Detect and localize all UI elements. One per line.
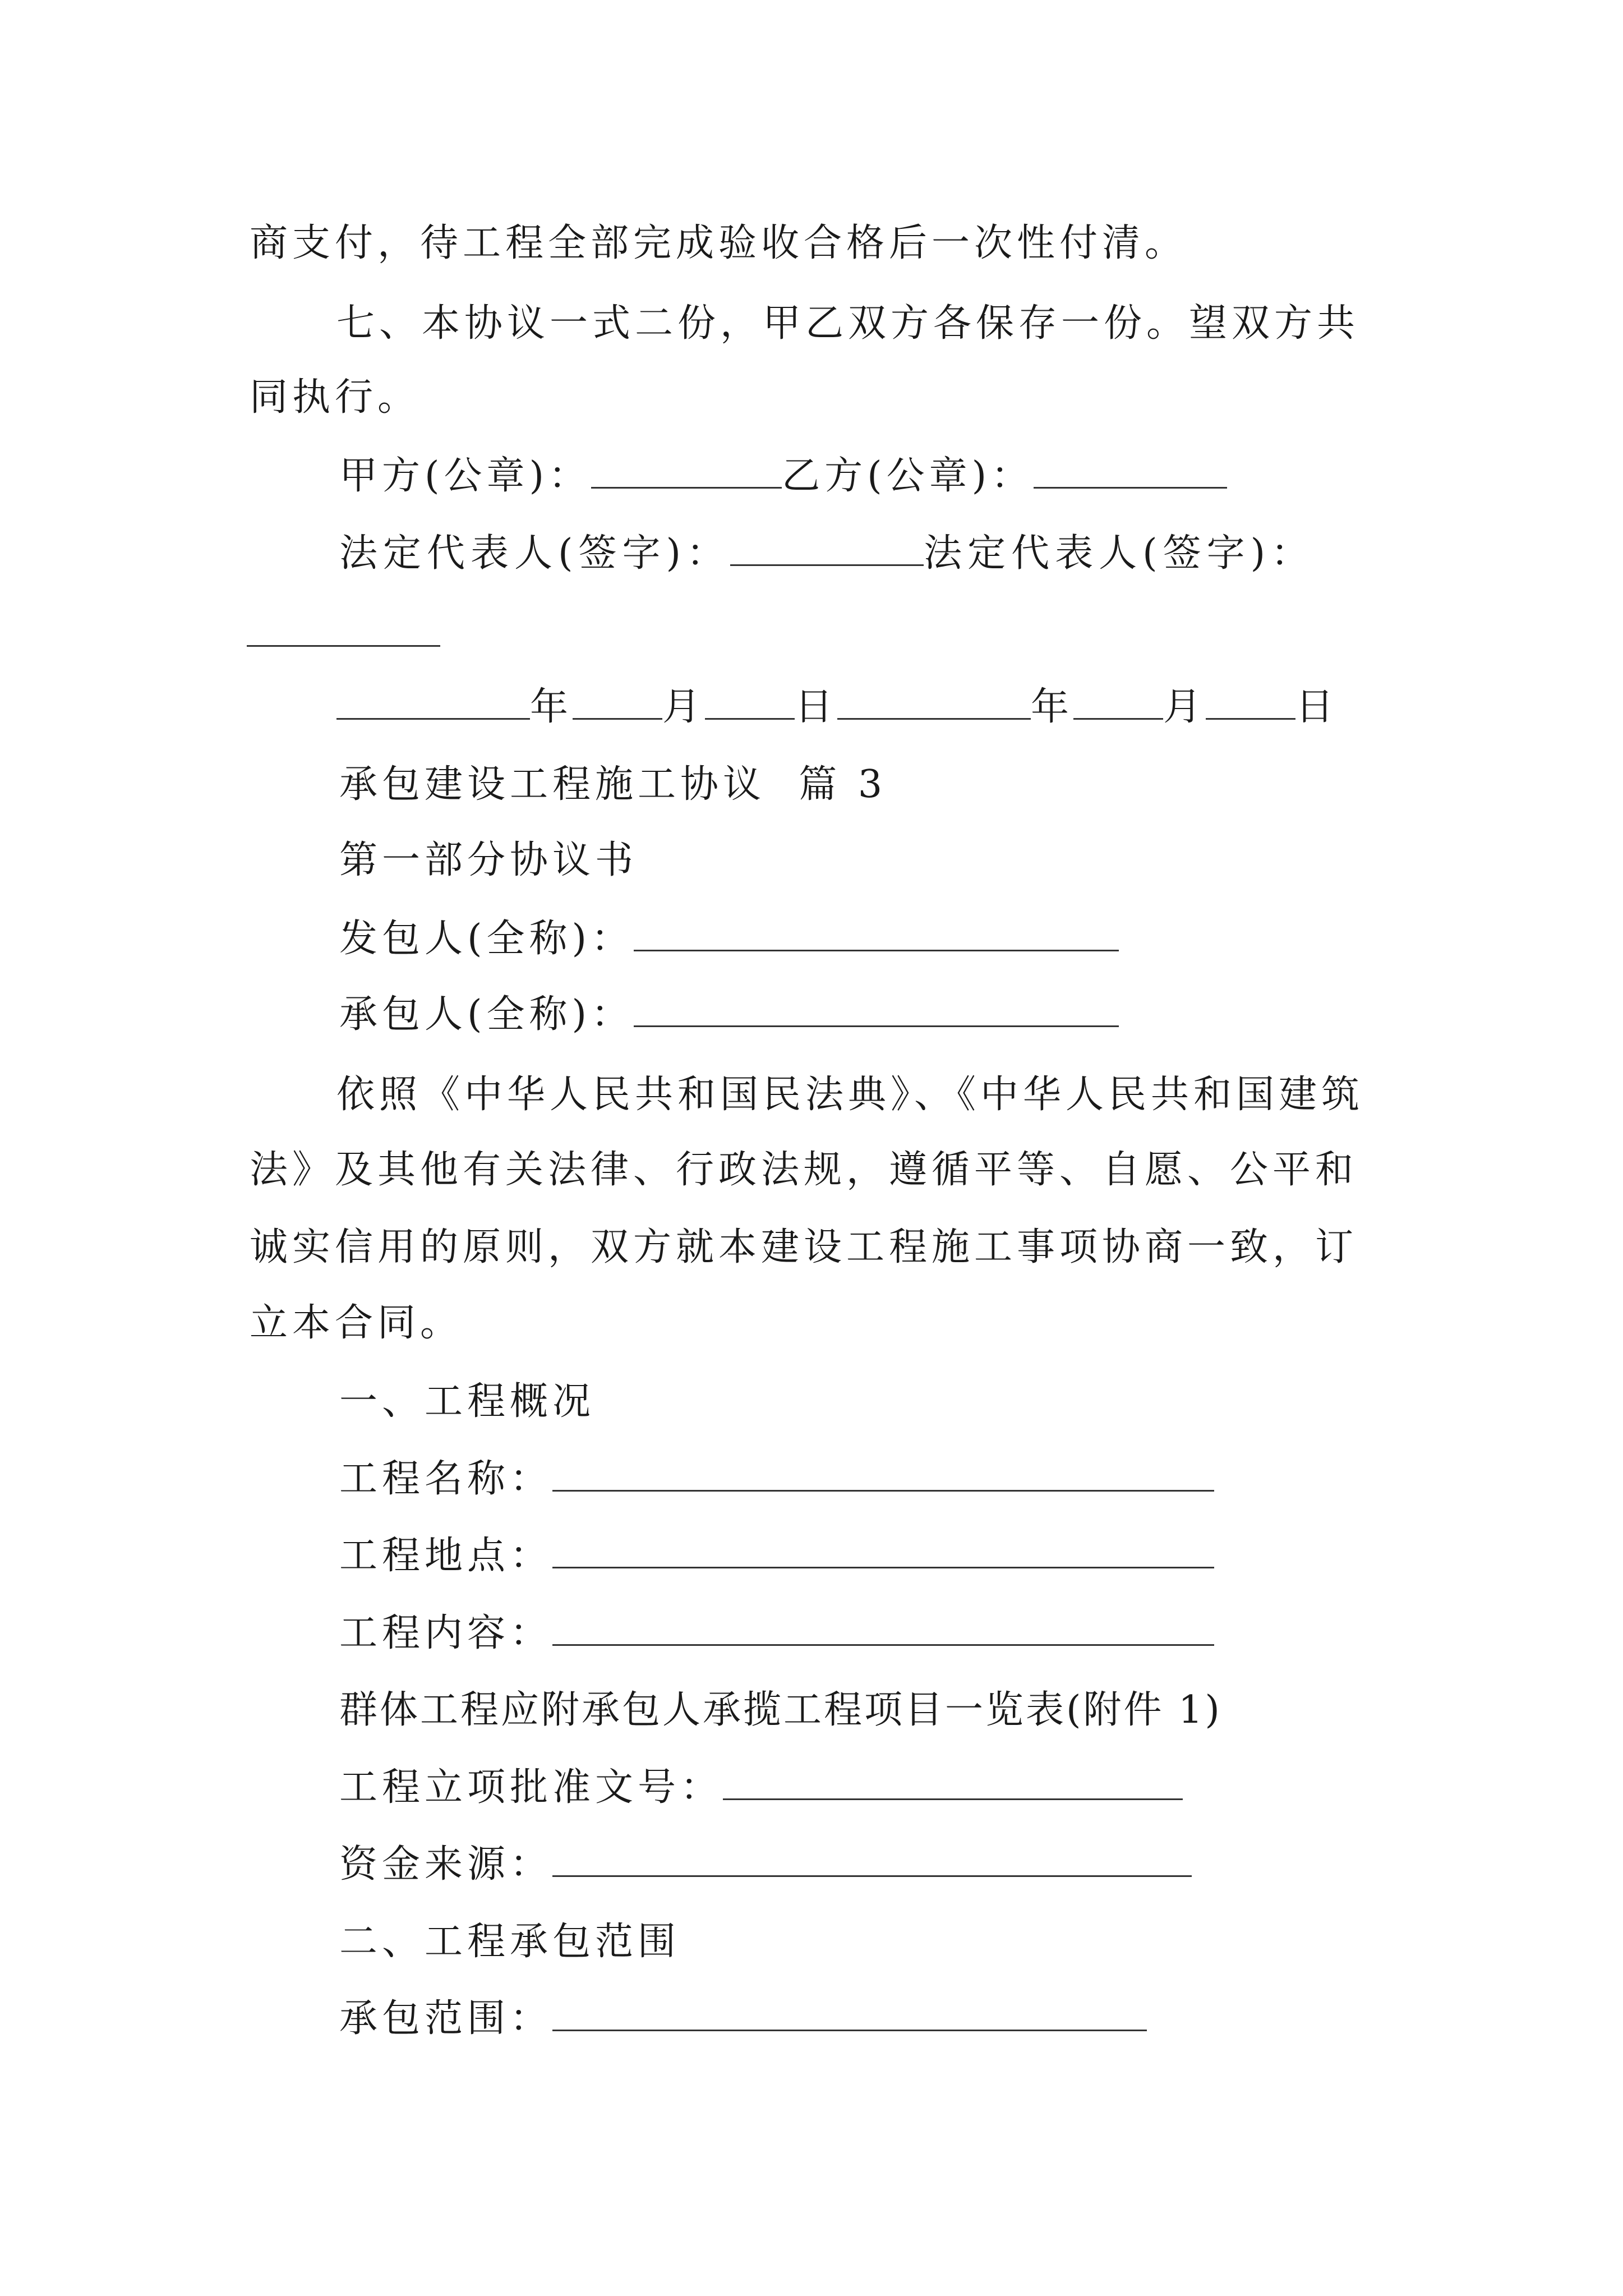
employer-blank (634, 944, 1119, 951)
section-1-title: 一、工程概况 (339, 1379, 596, 1424)
seal-line (339, 454, 1227, 498)
clause-7-line-2: 同执行。 (250, 375, 421, 420)
date-b-day-blank (1206, 712, 1295, 720)
party-a-seal-label: 甲方(公章)： (339, 454, 592, 498)
date-a-month-blank (573, 712, 662, 720)
approval-number-line (339, 1765, 1183, 1810)
contractor-label: 承包人(全称)： (339, 992, 634, 1037)
fund-source-label: 资金来源： (339, 1842, 553, 1887)
section-2-title: 二、工程承包范围 (339, 1920, 681, 1964)
employer-line (339, 917, 1119, 961)
project-content-blank (552, 1639, 1214, 1646)
date-a-month: 月 (662, 685, 706, 729)
rep-a-label: 法定代表人(签字)： (339, 531, 731, 576)
contractor-blank (634, 1020, 1119, 1027)
paragraph-line: 商支付，待工程全部完成验收合格后一次性付清。 (250, 221, 1188, 265)
project-content-line (339, 1611, 1214, 1655)
project-name-line (339, 1457, 1214, 1501)
approval-number-blank (723, 1793, 1183, 1800)
rep-a-blank (730, 559, 924, 566)
fund-source-blank (552, 1870, 1192, 1877)
clause-7-line-1: 七、本协议一式二份，甲乙双方各保存一份。望双方共 (336, 301, 1360, 346)
party-b-seal-blank (1034, 481, 1227, 489)
date-b-year-blank (837, 712, 1031, 720)
date-a-day: 日 (795, 685, 838, 729)
date-a-year-blank (336, 712, 530, 720)
date-b-year: 年 (1031, 685, 1074, 729)
rep-b-blank (247, 645, 440, 647)
date-b-day: 日 (1295, 685, 1339, 729)
basis-line-3: 诚实信用的原则，双方就本建设工程施工事项协商一致，订 (250, 1225, 1358, 1269)
party-b-seal-label: 乙方(公章)： (782, 454, 1034, 498)
project-content-label: 工程内容： (339, 1611, 553, 1655)
part-one-title: 第一部分协议书 (339, 838, 638, 882)
date-line (336, 685, 1339, 729)
basis-line-2: 法》及其他有关法律、行政法规，遵循平等、自愿、公平和 (250, 1148, 1358, 1192)
basis-line-4: 立本合同。 (250, 1301, 463, 1345)
scope-line (339, 1996, 1147, 2041)
scope-blank (552, 2024, 1147, 2031)
project-site-line (339, 1534, 1214, 1578)
representative-line (339, 531, 1315, 576)
project-name-label: 工程名称： (339, 1457, 553, 1501)
basis-line-1: 依照《中华人民共和国民法典》、《中华人民共和国建筑 (336, 1073, 1364, 1117)
fund-source-line (339, 1842, 1192, 1887)
section-title: 承包建设工程施工协议 篇 3 (339, 762, 887, 807)
project-name-blank (552, 1484, 1214, 1492)
contractor-line (339, 992, 1119, 1037)
date-a-day-blank (705, 712, 795, 720)
scope-label: 承包范围： (339, 1996, 553, 2041)
group-project-note: 群体工程应附承包人承揽工程项目一览表(附件 1) (339, 1688, 1222, 1732)
rep-b-label: 法定代表人(签字)： (924, 531, 1315, 576)
project-site-blank (552, 1561, 1214, 1568)
employer-label: 发包人(全称)： (339, 917, 634, 961)
approval-number-label: 工程立项批准文号： (339, 1765, 723, 1810)
date-b-month-blank (1073, 712, 1163, 720)
project-site-label: 工程地点： (339, 1534, 553, 1578)
date-b-month: 月 (1163, 685, 1206, 729)
date-a-year: 年 (530, 685, 573, 729)
party-a-seal-blank (591, 481, 782, 489)
